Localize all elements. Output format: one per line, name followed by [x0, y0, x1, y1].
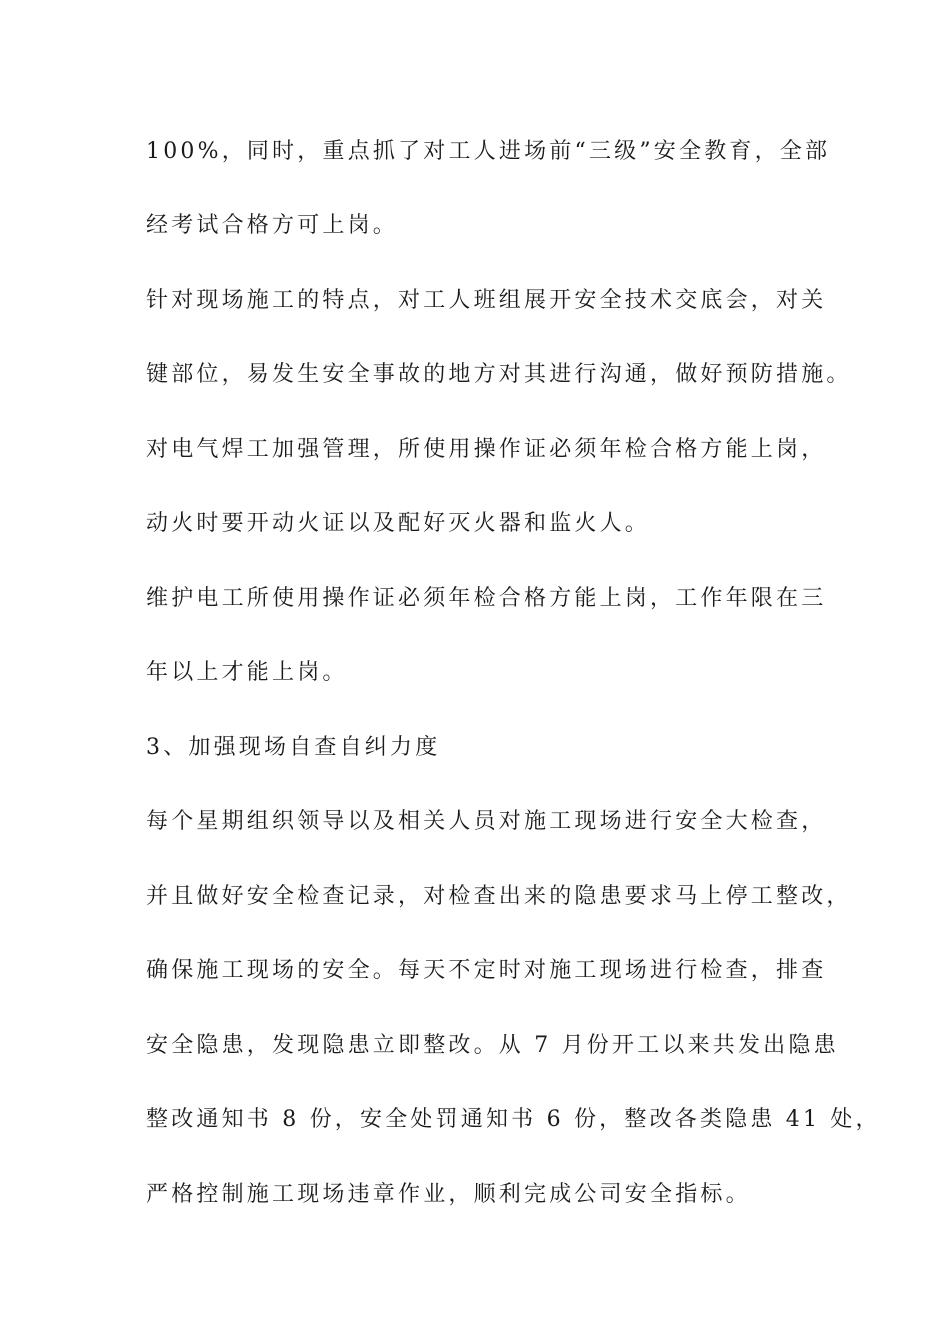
paragraph-line: 针对现场施工的特点，对工人班组展开安全技术交底会，对关 [146, 288, 827, 313]
paragraph-line: 每个星期组织领导以及相关人员对施工现场进行安全大检查， [146, 809, 827, 834]
paragraph-line: 并且做好安全检查记录，对检查出来的隐患要求马上停工整改， [146, 884, 852, 909]
paragraph-line: 动火时要开动火证以及配好灭火器和监火人。 [146, 511, 651, 536]
paragraph-line: 维护电工所使用操作证必须年检合格方能上岗，工作年限在三 [146, 586, 827, 611]
paragraph-line: 100%，同时，重点抓了对工人进场前“三级”安全教育，全部 [146, 139, 831, 164]
paragraph-line: 键部位，易发生安全事故的地方对其进行沟通，做好预防措施。 [146, 362, 852, 387]
section-heading: 3、加强现场自查自纠力度 [146, 735, 441, 760]
paragraph-line: 经考试合格方可上岗。 [146, 213, 399, 238]
paragraph-line: 安全隐患，发现隐患立即整改。从 7 月份开工以来共发出隐患 [146, 1033, 839, 1058]
paragraph-line: 严格控制施工现场违章作业，顺利完成公司安全指标。 [146, 1182, 751, 1207]
paragraph-line: 整改通知书 8 份，安全处罚通知书 6 份，整改各类隐患 41 处， [146, 1107, 881, 1132]
paragraph-line: 对电气焊工加强管理，所使用操作证必须年检合格方能上岗， [146, 437, 827, 462]
paragraph-line: 确保施工现场的安全。每天不定时对施工现场进行检查，排查 [146, 958, 827, 983]
paragraph-line: 年以上才能上岗。 [146, 660, 348, 685]
